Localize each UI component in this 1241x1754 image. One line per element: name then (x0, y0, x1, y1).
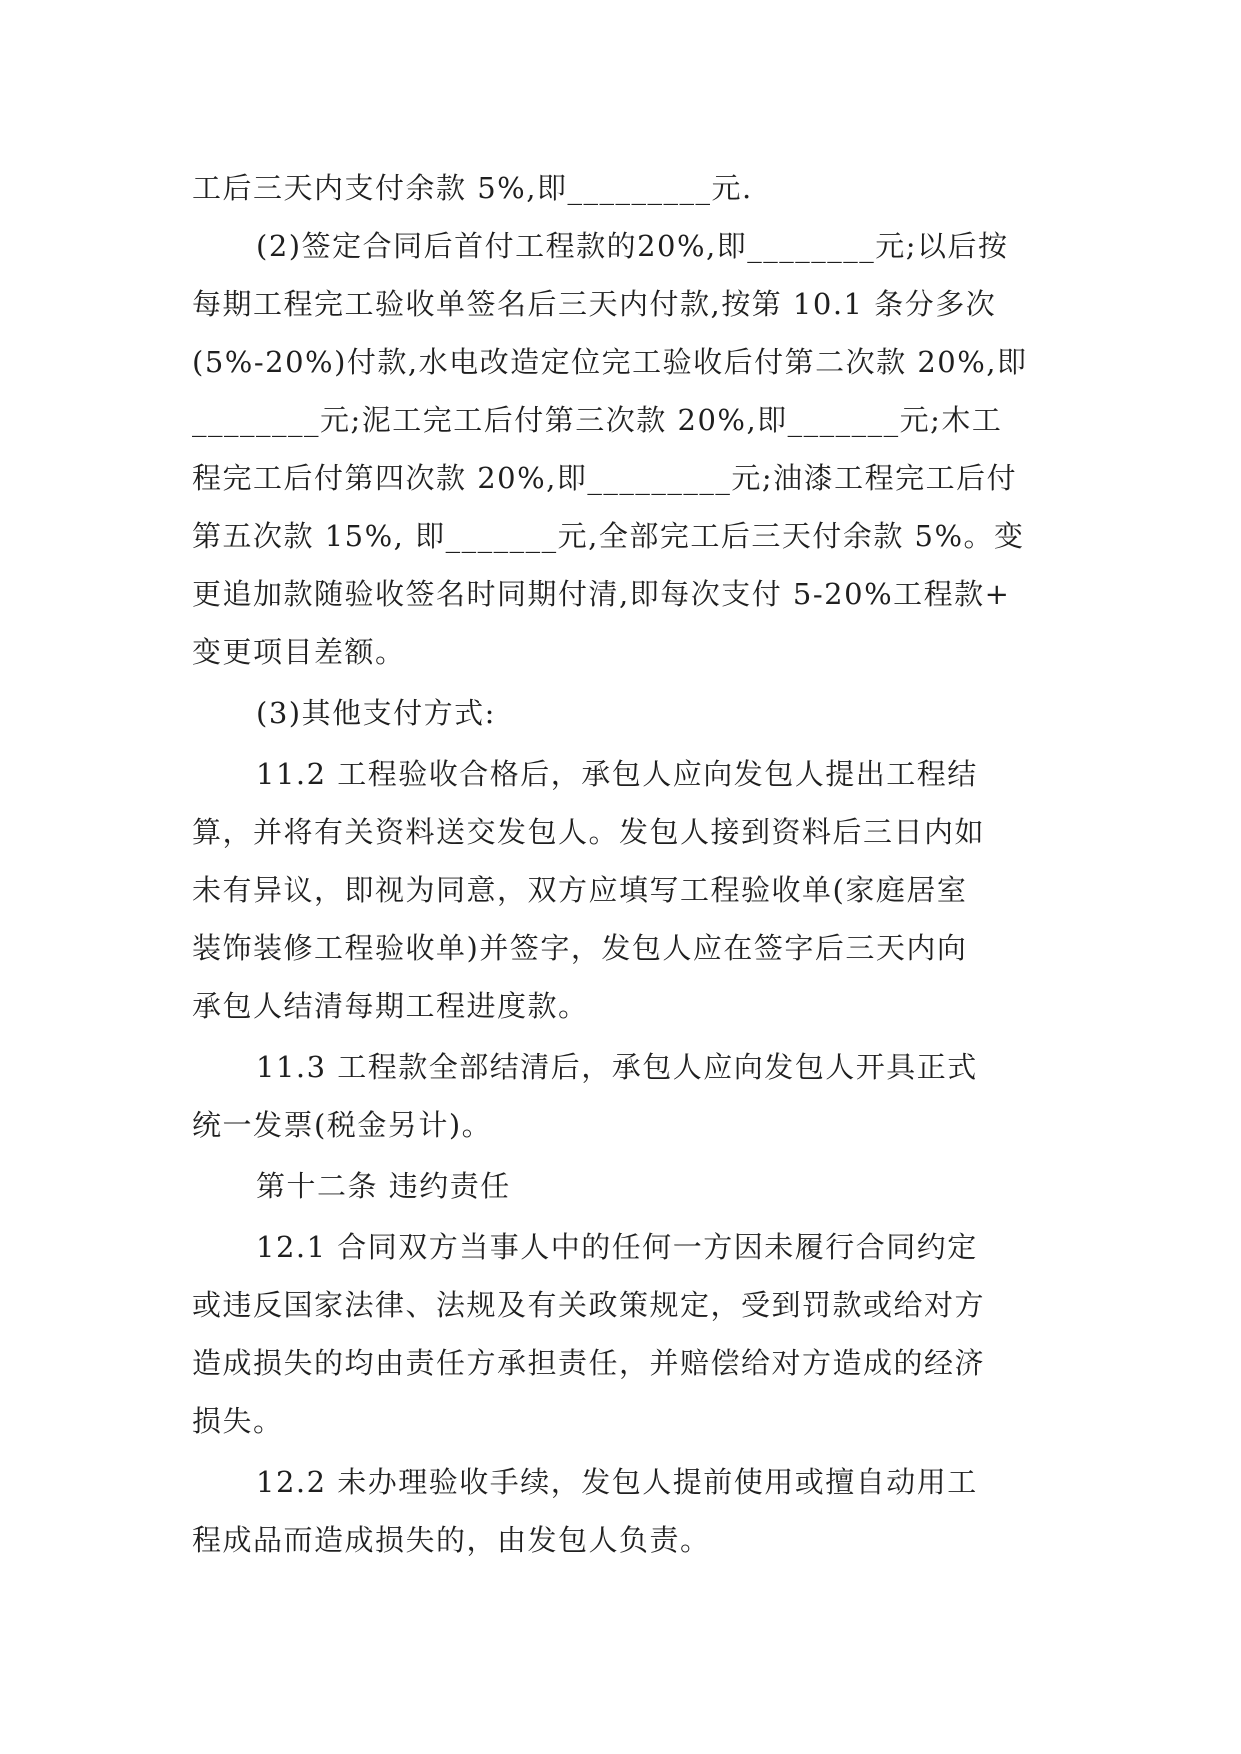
text-line: 第五次款 15%, 即_______元,全部完工后三天付余款 5%。变 (192, 519, 1025, 553)
text-line: (3)其他支付方式: (256, 696, 496, 730)
text-line: 11.2 工程验收合格后，承包人应向发包人提出工程结 (256, 757, 978, 791)
text-line: 11.3 工程款全部结清后，承包人应向发包人开具正式 (256, 1050, 978, 1084)
section-heading: 第十二条 违约责任 (256, 1169, 511, 1203)
text-line: (5%-20%)付款,水电改造定位完工验收后付第二次款 20%,即 (192, 345, 1028, 379)
text-line: 每期工程完工验收单签名后三天内付款,按第 10.1 条分多次 (192, 287, 997, 321)
text-line: 装饰装修工程验收单)并签字，发包人应在签字后三天内向 (192, 931, 968, 965)
text-line: 12.1 合同双方当事人中的任何一方因未履行合同约定 (256, 1230, 978, 1264)
text-line: 算，并将有关资料送交发包人。发包人接到资料后三日内如 (192, 815, 986, 849)
text-line: 工后三天内支付余款 5%,即_________元. (192, 171, 753, 205)
text-line: 损失。 (192, 1404, 284, 1438)
text-line: 造成损失的均由责任方承担责任，并赔偿给对方造成的经济 (192, 1346, 986, 1380)
text-line: (2)签定合同后首付工程款的20%,即________元;以后按 (256, 229, 1009, 263)
text-line: ________元;泥工完工后付第三次款 20%,即_______元;木工 (192, 403, 1003, 437)
text-line: 变更项目差额。 (192, 635, 406, 669)
text-line: 12.2 未办理验收手续，发包人提前使用或擅自动用工 (256, 1465, 978, 1499)
text-line: 程成品而造成损失的，由发包人负责。 (192, 1523, 711, 1557)
text-line: 或违反国家法律、法规及有关政策规定，受到罚款或给对方 (192, 1288, 986, 1322)
text-line: 程完工后付第四次款 20%,即_________元;油漆工程完工后付 (192, 461, 1018, 495)
text-line: 统一发票(税金另计)。 (192, 1108, 493, 1142)
text-line: 更追加款随验收签名时同期付清,即每次支付 5-20%工程款+ (192, 577, 1011, 611)
text-line: 承包人结清每期工程进度款。 (192, 989, 589, 1023)
text-line: 未有异议，即视为同意，双方应填写工程验收单(家庭居室 (192, 873, 968, 907)
